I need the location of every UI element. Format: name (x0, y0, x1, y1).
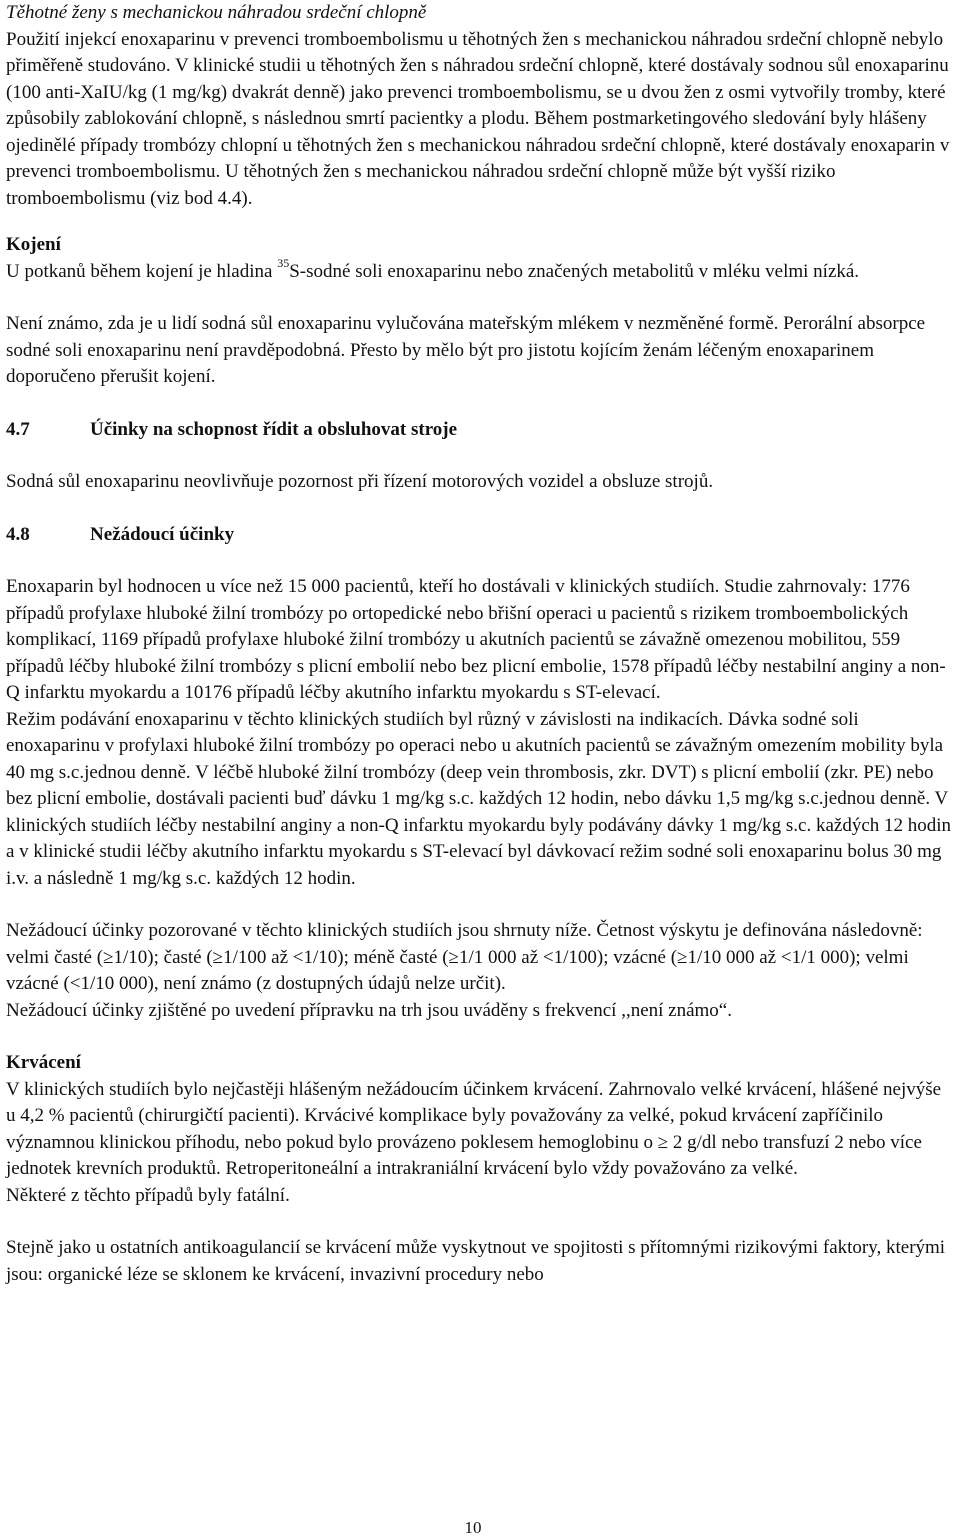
section-4-8-paragraph-4: Nežádoucí účinky zjištěné po uvedení přípravku na trh jsou uváděny s frekvencí ,,není známo“. (6, 999, 732, 1021)
breastfeeding-paragraph-1 (6, 256, 952, 286)
pregnant-valves-paragraph: Použití injekcí enoxaparinu v prevenci tromboembolismu u těhotných žen s mechanickou náhradou srdeční chlopně nebylo přiměřeně studováno. V klinické studii u těhotných žen s náhradou srdeční chlopně, které dostávaly sodnou sůl enoxaparinu (100 anti-XaIU/kg (1 mg/kg) dvakrát denně) jako prevenci tromboembolismu, se u dvou žen z osmi vytvořily tromby, které způsobily zablokování chlopně, s následnou smrtí pacientky a plodu. Během postmarketingového sledování byly hlášeny ojedinělé případy trombózy chlopní u těhotných žen s mechanickou náhradou srdeční chlopně, které dostávaly enoxaparin v prevenci tromboembolismu. U těhotných žen s mechanickou náhradou srdeční chlopně může být vyšší riziko tromboembolismu (viz bod 4.4). (6, 28, 950, 209)
breastfeeding-heading: Kojení (6, 234, 61, 255)
section-4-7-number: 4.7 (6, 418, 30, 440)
breastfeeding-p1-text-b: S-sodné soli enoxaparinu nebo značených metabolitů v mléku velmi nízká. (289, 260, 860, 282)
section-4-8-paragraph-3: Nežádoucí účinky pozorované v těchto klinických studiích jsou shrnuty níže. Četnost výskytu je definována následovně: velmi časté (≥1/10); časté (≥1/100 až <1/10); méně časté (≥1/1 000 až <1/100); vzácné (≥1/10 000 až <1/1 000); velmi vzácné (<1/10 000), není známo (z dostupných údajů nelze určit). (6, 920, 923, 994)
section-4-8-heading (6, 522, 952, 549)
isotope-superscript: 35 (277, 256, 290, 271)
section-4-8-title: Nežádoucí účinky (90, 523, 235, 545)
breastfeeding-p1-text-a: U potkanů během kojení je hladina (6, 260, 278, 282)
section-4-8-paragraph-1: Enoxaparin byl hodnocen u více než 15 000 pacientů, kteří ho dostávali v klinických studiích. Studie zahrnovaly: 1776 případů profylaxe hluboké žilní trombózy po ortopedické nebo břišní operaci u pacientů s rizikem tromboembolických komplikací, 1169 případů profylaxe hluboké žilní trombózy u akutních pacientů se závažně omezenou mobilitou, 559 případů léčby hluboké žilní trombózy s plicní embolií nebo bez plicní embolie, 1578 případů léčby nestabilní anginy a non-Q infarktu myokardu a 10176 případů léčby akutního infarktu myokardu s ST-elevací. (6, 576, 946, 703)
bleeding-paragraph-1: V klinických studiích bylo nejčastěji hlášeným nežádoucím účinkem krvácení. Zahrnovalo velké krvácení, hlášené nejvýše u 4,2 % pacientů (chirurgičtí pacienti). Krvácivé komplikace byly považovány za velké, pokud krvácení zapříčinilo významnou klinickou příhodu, nebo pokud bylo provázeno poklesem hemoglobinu o ≥ 2 g/dl nebo transfuzí 2 nebo více jednotek krevních produktů. Retroperitoneální a intrakraniální krvácení bylo vždy považováno za velké. (6, 1078, 942, 1179)
section-4-7-paragraph: Sodná sůl enoxaparinu neovlivňuje pozornost při řízení motorových vozidel a obsluze strojů. (6, 471, 714, 492)
bleeding-paragraph-2: Některé z těchto případů byly fatální. (6, 1184, 290, 1206)
document-page (6, 0, 952, 1288)
page-number: 10 (464, 1518, 482, 1537)
bleeding-paragraph-3: Stejně jako u ostatních antikoagulancií se krvácení může vyskytnout ve spojitosti s přítomnými rizikovými faktory, kterými jsou: organické léze se sklonem ke krvácení, invazivní procedury nebo (6, 1237, 946, 1285)
pregnant-valves-heading: Těhotné ženy s mechanickou náhradou srdeční chlopně (6, 2, 427, 23)
bleeding-heading: Krvácení (6, 1052, 81, 1073)
section-4-7-title: Účinky na schopnost řídit a obsluhovat stroje (90, 418, 458, 440)
section-4-7-heading (6, 417, 952, 444)
section-4-8-paragraph-2: Režim podávání enoxaparinu v těchto klinických studiích byl různý v závislosti na indikacích. Dávka sodné soli enoxaparinu v profylaxi hluboké žilní trombózy po operaci nebo u akutních pacientů se závažným omezením mobility byla 40 mg s.c.jednou denně. V léčbě hluboké žilní trombózy (deep vein thrombosis, zkr. DVT) s plicní embolií (zkr. PE) nebo bez plicní embolie, dostávali pacienti buď dávku 1 mg/kg s.c. každých 12 hodin, nebo dávku 1,5 mg/kg s.c.jednou denně. V klinických studiích léčby nestabilní anginy a non-Q infarktu myokardu byly podávány dávky 1 mg/kg s.c. každých 12 hodin a v klinické studii léčby akutního infarktu myokardu s ST-elevací byl dávkovací režim sodné soli enoxaparinu bolus 30 mg i.v. a následně 1 mg/kg s.c. každých 12 hodin. (6, 708, 952, 889)
section-4-8-number: 4.8 (6, 523, 30, 545)
breastfeeding-paragraph-2: Není známo, zda je u lidí sodná sůl enoxaparinu vylučována mateřským mlékem v nezměněné formě. Perorální absorpce sodné soli enoxaparinu není pravděpodobná. Přesto by mělo být pro jistotu kojícím ženám léčeným enoxaparinem doporučeno přerušit kojení. (6, 313, 926, 387)
